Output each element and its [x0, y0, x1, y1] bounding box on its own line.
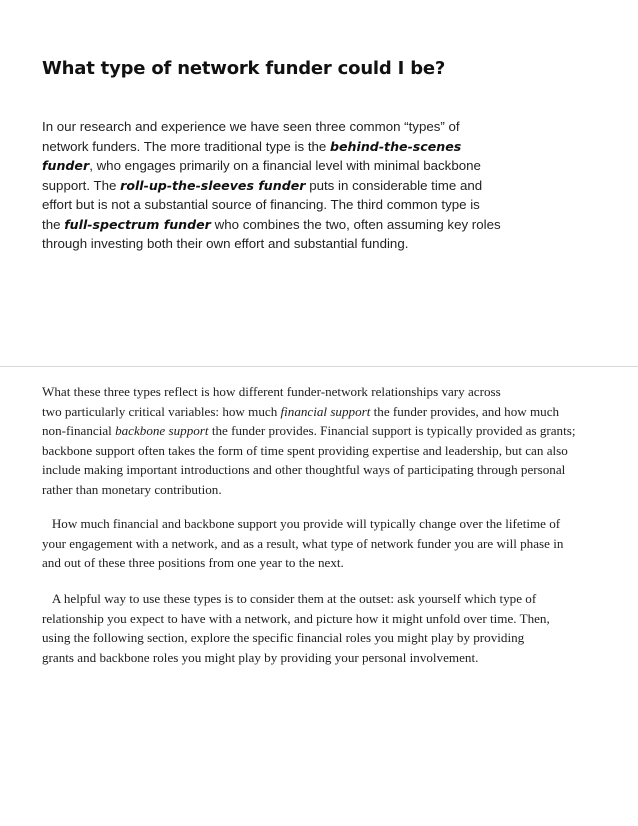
- intro-text: puts in considerable time and: [305, 177, 483, 193]
- body-paragraph: [42, 382, 602, 500]
- body-text: relationship you expect to have with a network, and picture how it might unfold over time. Then,: [42, 610, 550, 626]
- full-spectrum-term: full-spectrum funder: [64, 216, 211, 232]
- body-text: the funder provides. Financial support is typically provided as grants;: [208, 423, 576, 439]
- body-line: [42, 460, 602, 480]
- intro-text: who combines the two, often assuming key roles: [210, 216, 501, 232]
- intro-line: [42, 137, 522, 157]
- body-text: and out of these three positions from one year to the next.: [42, 555, 344, 571]
- body-paragraph: [42, 514, 602, 573]
- intro-text: through investing both their own effort and substantial funding.: [42, 236, 409, 251]
- body-paragraph: [42, 589, 602, 667]
- body-line: [42, 628, 602, 648]
- body-text: A helpful way to use these types is to consider them at the outset: ask yourself which type of: [51, 591, 537, 606]
- body-text: What these three types reflect is how different funder-network relationships vary across: [42, 384, 501, 399]
- body-line: [42, 534, 602, 554]
- intro-line: [42, 195, 522, 215]
- body-text: How much financial and backbone support you provide will typically change over the lifetime of: [51, 516, 561, 531]
- body-line: [42, 553, 602, 573]
- intro-text: the: [42, 216, 65, 232]
- behind-the-scenes-term: funder: [42, 158, 90, 173]
- body-text: include making important introductions and other thoughtful ways of participating through personal: [42, 462, 566, 478]
- body-text: using the following section, explore the specific financial roles you might play by providing: [42, 630, 525, 646]
- intro-text: In our research and experience we have seen three common “types” of: [42, 119, 460, 134]
- body-line: [42, 648, 602, 668]
- roll-up-the-sleeves-term: roll-up-the-sleeves funder: [120, 177, 306, 193]
- intro-text: , who engages primarily on a financial level with minimal backbone: [89, 158, 481, 173]
- body-text: non-financial: [42, 423, 116, 439]
- body-line: [42, 421, 602, 441]
- body-line: [42, 589, 602, 609]
- body-text: your engagement with a network, and as a result, what type of network funder you are will phase in: [42, 535, 564, 551]
- intro-line: [42, 176, 522, 196]
- intro-paragraph: [42, 117, 522, 254]
- body-text: two particularly critical variables: how much: [42, 403, 281, 419]
- body-text: rather than monetary contribution.: [42, 481, 222, 497]
- intro-line: [42, 215, 522, 235]
- intro-text: effort but is not a substantial source of financing. The third common type is: [42, 197, 480, 212]
- body-line: [42, 480, 602, 500]
- behind-the-scenes-term: behind-the-scenes: [330, 138, 462, 154]
- body-line: [42, 441, 602, 461]
- body-line: [42, 382, 602, 402]
- intro-line: [42, 117, 522, 137]
- body-line: [42, 609, 602, 629]
- page-title: What type of network funder could I be?: [42, 58, 446, 79]
- section-divider: [0, 366, 638, 367]
- financial-support-term: financial support: [280, 403, 371, 419]
- intro-line: [42, 156, 522, 176]
- body-text: the funder provides, and how much: [370, 403, 560, 419]
- intro-line: [42, 234, 522, 254]
- body-text: backbone support often takes the form of time spent providing expertise and leadership, but can also: [42, 442, 568, 458]
- body-line: [42, 514, 602, 534]
- backbone-support-term: backbone support: [115, 423, 209, 439]
- intro-text: support. The: [42, 177, 121, 193]
- body-line: [42, 402, 602, 422]
- body-text: grants and backbone roles you might play by providing your personal involvement.: [42, 649, 479, 665]
- intro-text: network funders. The more traditional type is the: [42, 138, 330, 154]
